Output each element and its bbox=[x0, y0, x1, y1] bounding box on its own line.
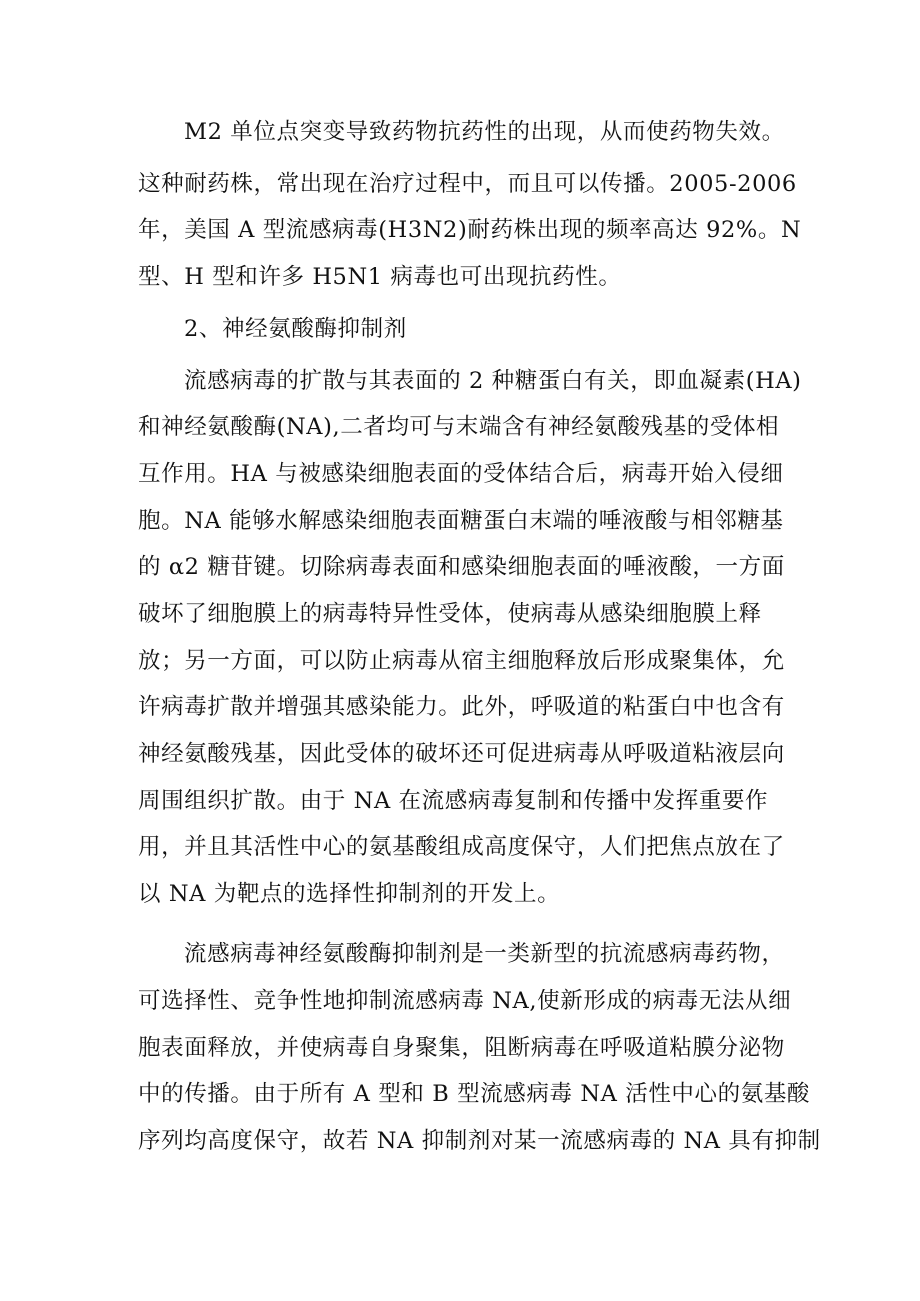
paragraph-1-line-2: 这种耐药株，常出现在治疗过程中，而且可以传播。2005-2006 bbox=[138, 171, 797, 197]
paragraph-2-line-8: 许病毒扩散并增强其感染能力。此外，呼吸道的粘蛋白中也含有 bbox=[138, 694, 785, 720]
paragraph-1-line-4: 型、H 型和许多 H5N1 病毒也可出现抗药性。 bbox=[138, 264, 622, 290]
paragraph-2-line-5: 的 α2 糖苷键。切除病毒表面和感染细胞表面的唾液酸，一方面 bbox=[138, 554, 785, 580]
paragraph-2-line-3: 互作用。HA 与被感染细胞表面的受体结合后，病毒开始入侵细 bbox=[138, 461, 784, 487]
paragraph-2-line-4: 胞。NA 能够水解感染细胞表面糖蛋白末端的唾液酸与相邻糖基 bbox=[138, 508, 784, 534]
paragraph-2-line-1: 流感病毒的扩散与其表面的 2 种糖蛋白有关，即血凝素(HA) bbox=[184, 368, 802, 394]
paragraph-3-line-1: 流感病毒神经氨酸酶抑制剂是一类新型的抗流感病毒药物， bbox=[184, 941, 785, 967]
paragraph-3-line-4: 中的传播。由于所有 A 型和 B 型流感病毒 NA 活性中心的氨基酸 bbox=[138, 1081, 811, 1107]
paragraph-2-line-11: 用，并且其活性中心的氨基酸组成高度保守，人们把焦点放在了 bbox=[138, 834, 785, 860]
paragraph-3-line-2: 可选择性、竞争性地抑制流感病毒 NA,使新形成的病毒无法从细 bbox=[138, 988, 792, 1014]
paragraph-2-line-6: 破坏了细胞膜上的病毒特异性受体，使病毒从感染细胞膜上释 bbox=[138, 601, 762, 627]
paragraph-3-line-3: 胞表面释放，并使病毒自身聚集，阻断病毒在呼吸道粘膜分泌物 bbox=[138, 1035, 785, 1061]
section-heading: 2、神经氨酸酶抑制剂 bbox=[184, 316, 407, 342]
paragraph-1-line-3: 年，美国 A 型流感病毒(H3N2)耐药株出现的频率高达 92%。N bbox=[138, 217, 802, 243]
paragraph-2-line-7: 放；另一方面，可以防止病毒从宿主细胞释放后形成聚集体，允 bbox=[138, 648, 785, 674]
paragraph-2-line-12: 以 NA 为靶点的选择性抑制剂的开发上。 bbox=[138, 881, 561, 907]
paragraph-1-line-1: M2 单位点突变导致药物抗药性的出现，从而使药物失效。 bbox=[184, 119, 785, 145]
paragraph-3-line-5: 序列均高度保守，故若 NA 抑制剂对某一流感病毒的 NA 具有抑制 bbox=[138, 1128, 821, 1154]
paragraph-2-line-9: 神经氨酸残基，因此受体的破坏还可促进病毒从呼吸道粘液层向 bbox=[138, 741, 785, 767]
paragraph-2-line-10: 周围组织扩散。由于 NA 在流感病毒复制和传播中发挥重要作 bbox=[138, 788, 769, 814]
paragraph-2-line-2: 和神经氨酸酶(NA),二者均可与末端含有神经氨酸残基的受体相 bbox=[138, 414, 780, 440]
